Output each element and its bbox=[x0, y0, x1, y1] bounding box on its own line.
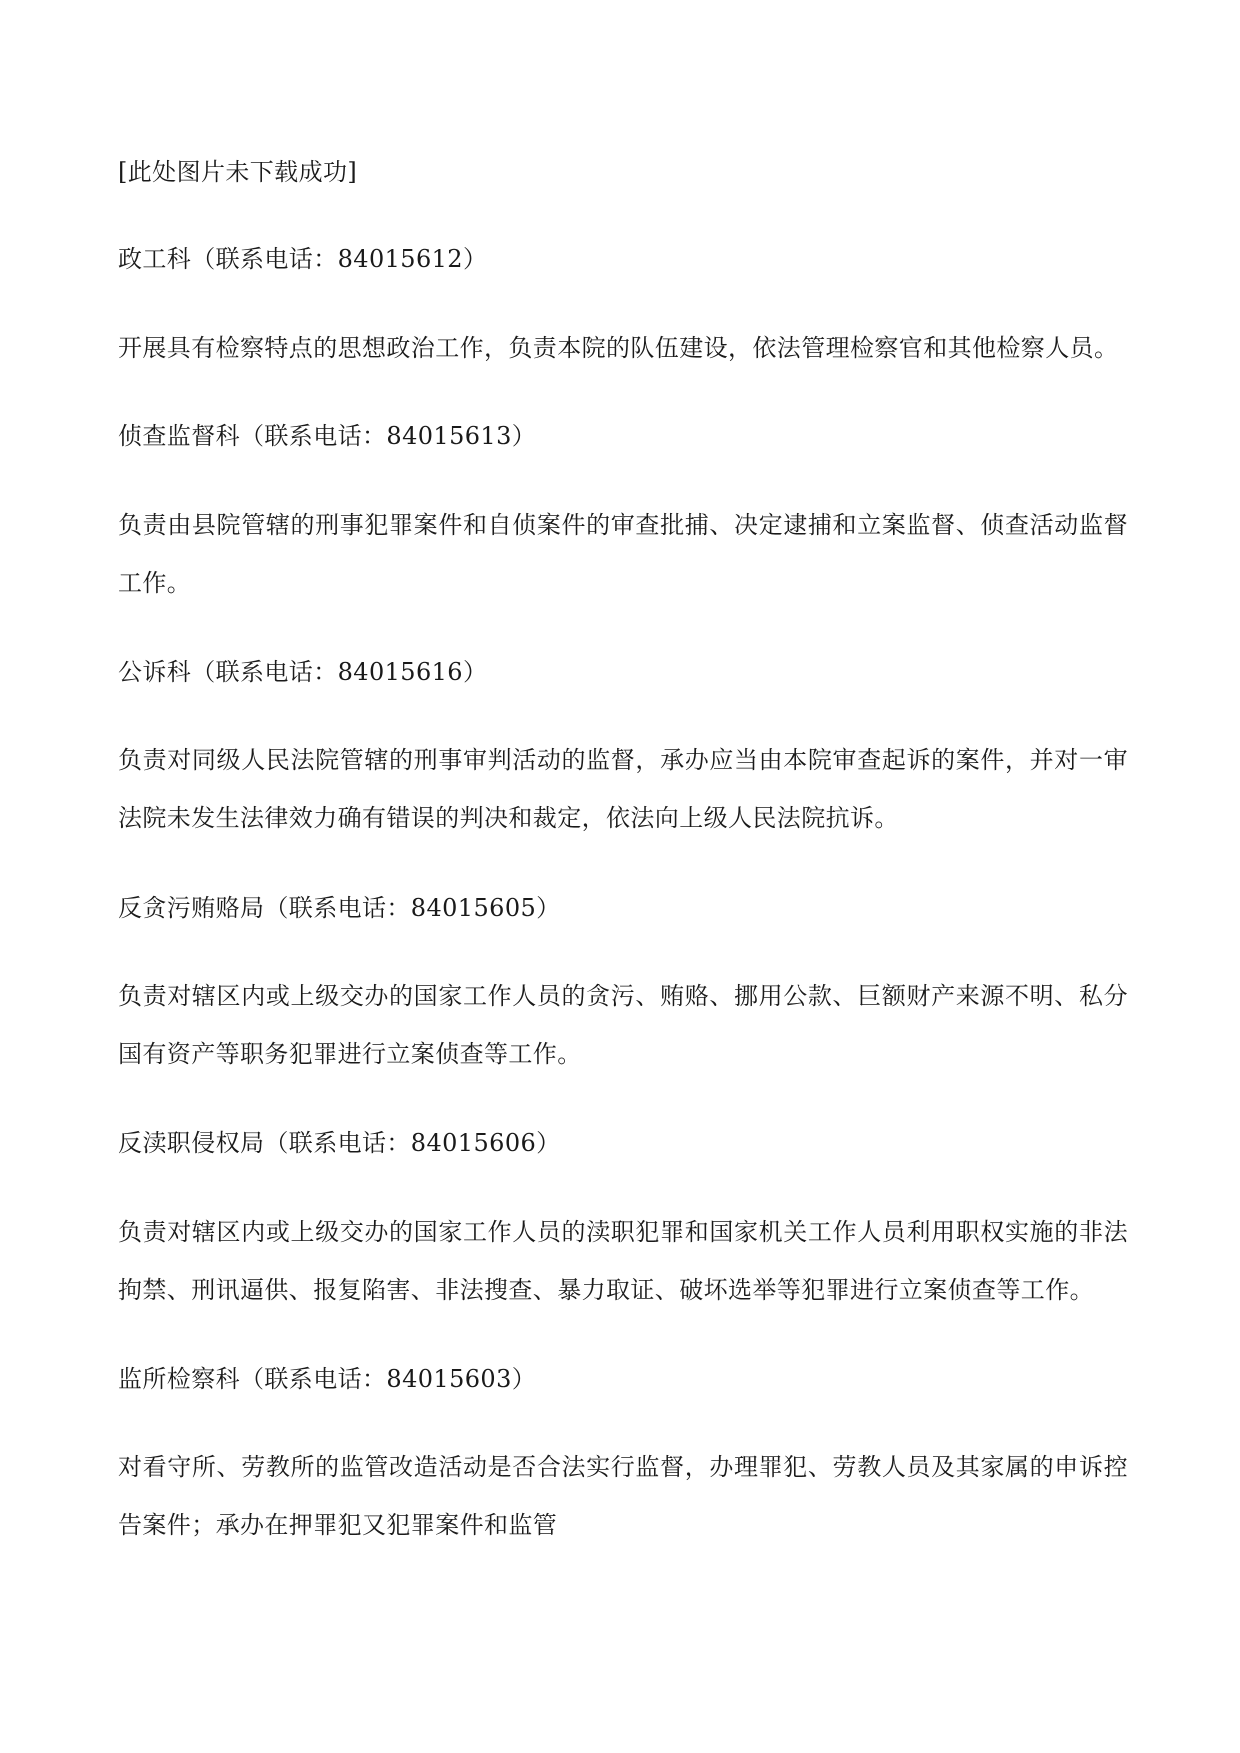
section-heading-zhencha: 侦查监督科（联系电话：84015613） bbox=[118, 422, 537, 450]
section-body-gongsu: 负责对同级人民法院管辖的刑事审判活动的监督，承办应当由本院审查起诉的案件，并对一审法院未发生法律效力确有错误的判决和裁定，依法向上级人民法院抗诉。 bbox=[118, 746, 1128, 832]
section-body-fantan: 负责对辖区内或上级交办的国家工作人员的贪污、贿赂、挪用公款、巨额财产来源不明、私分国有资产等职务犯罪进行立案侦查等工作。 bbox=[118, 982, 1128, 1068]
image-placeholder-text: [此处图片未下载成功] bbox=[118, 158, 358, 186]
section-body-zhenggong: 开展具有检察特点的思想政治工作，负责本院的队伍建设，依法管理检察官和其他检察人员。 bbox=[118, 334, 1119, 362]
section-heading-gongsu: 公诉科（联系电话：84015616） bbox=[118, 658, 488, 686]
section-heading-fantan: 反贪污贿赂局（联系电话：84015605） bbox=[118, 894, 561, 922]
section-heading-fandu: 反渎职侵权局（联系电话：84015606） bbox=[118, 1129, 561, 1157]
section-body-jiansuo: 对看守所、劳教所的监管改造活动是否合法实行监督，办理罪犯、劳教人员及其家属的申诉控告案件；承办在押罪犯又犯罪案件和监管 bbox=[118, 1453, 1128, 1539]
section-body-zhencha: 负责由县院管辖的刑事犯罪案件和自侦案件的审查批捕、决定逮捕和立案监督、侦查活动监督工作。 bbox=[118, 511, 1128, 597]
section-body-fandu: 负责对辖区内或上级交办的国家工作人员的渎职犯罪和国家机关工作人员利用职权实施的非法拘禁、刑讯逼供、报复陷害、非法搜查、暴力取证、破坏选举等犯罪进行立案侦查等工作。 bbox=[118, 1218, 1128, 1304]
section-heading-zhenggong: 政工科（联系电话：84015612） bbox=[118, 245, 488, 273]
document-page bbox=[118, 0, 1128, 1753]
section-heading-jiansuo: 监所检察科（联系电话：84015603） bbox=[118, 1365, 537, 1393]
